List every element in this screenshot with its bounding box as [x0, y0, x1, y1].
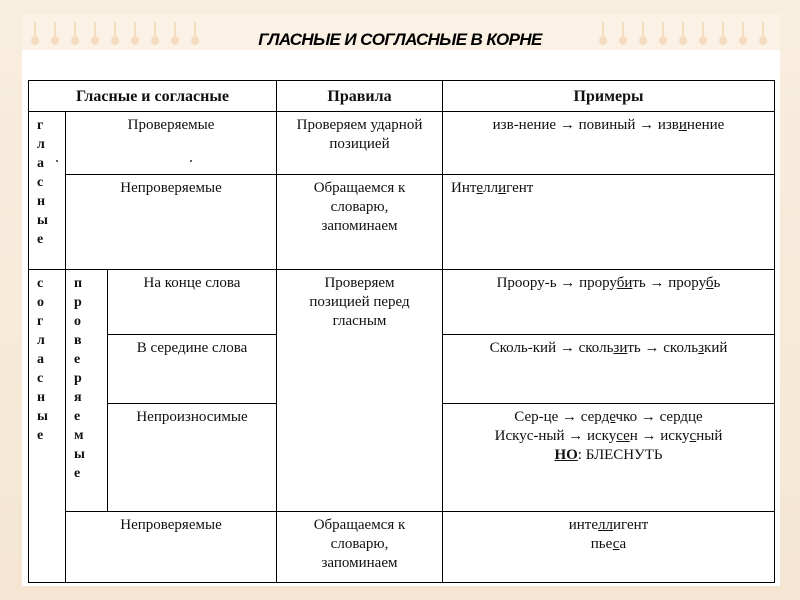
rule-cell: Проверяем ударной позицией: [277, 112, 443, 175]
letter: м: [74, 428, 84, 443]
example-underlined: е: [476, 180, 484, 196]
letter: е: [74, 466, 81, 481]
letter: с: [37, 371, 44, 386]
example-text: Сколь-кий → сколь: [489, 340, 614, 356]
example-text: инте: [568, 517, 599, 533]
example-text: чко → сер: [615, 409, 681, 425]
rule-cell: [277, 175, 443, 270]
example-text: ть → прору: [632, 275, 706, 291]
example-underlined: д: [680, 409, 689, 425]
letter: г: [37, 118, 44, 133]
type-cell: Непроизносимые: [108, 404, 277, 512]
example-underlined: де: [601, 409, 616, 425]
example-text: ь: [713, 275, 721, 291]
letter: е: [74, 409, 81, 424]
example-underlined: и: [678, 117, 687, 133]
rule-line: запоминаем: [321, 218, 398, 234]
rule-line: гласным: [332, 313, 387, 329]
type-cell: Непроверяемые: [66, 175, 277, 270]
example-text: игент: [613, 517, 649, 533]
example-cell: [443, 335, 775, 404]
header-vowels-consonants: Гласные и согласные: [29, 81, 277, 112]
table-header-row: [29, 81, 775, 112]
header-rules: Правила: [277, 81, 443, 112]
table-row-vowels-unchecked: [29, 175, 775, 270]
rule-line: позицией перед: [309, 294, 410, 310]
letter: а: [37, 352, 44, 367]
example-underlined: с: [689, 428, 697, 444]
table-row-consonants-end: [29, 270, 775, 335]
example-underlined: би: [616, 275, 633, 291]
vertical-label-consonants: [29, 270, 66, 583]
example-text: ный: [696, 428, 723, 444]
example-text: а: [619, 536, 627, 552]
example-line: [443, 427, 774, 446]
example-line: [443, 446, 774, 465]
letter: е: [74, 352, 81, 367]
table-row-vowels-checked: [29, 112, 775, 175]
example-underlined: се: [616, 428, 630, 444]
example-text: гент: [506, 180, 534, 196]
page-title: ГЛАСНЫЕ И СОГЛАСНЫЕ В КОРНЕ: [258, 30, 542, 49]
letter: р: [74, 295, 82, 310]
letter: с: [37, 276, 44, 291]
letter: л: [37, 137, 45, 152]
example-cell: [443, 112, 775, 175]
letter: р: [74, 371, 82, 386]
example-text: Инт: [451, 180, 477, 196]
letter: а: [37, 156, 44, 171]
example-underlined: и: [498, 180, 507, 196]
example-text: Искус-ный → иску: [494, 428, 617, 444]
stray-dot: [56, 160, 58, 162]
type-cell: В середине слова: [108, 335, 277, 404]
example-text: це: [688, 409, 703, 425]
letter: ы: [37, 409, 48, 424]
letter: п: [74, 276, 83, 291]
stray-dot: [190, 160, 192, 162]
example-cell: [443, 270, 775, 335]
example-text: Проору-ь → прору: [496, 275, 617, 291]
rule-line: Обращаемся к: [313, 180, 406, 196]
example-text: изв-нение → повиный → изв: [492, 117, 679, 133]
rule-cell: [277, 270, 443, 512]
letter: ы: [74, 447, 85, 462]
example-line: [443, 408, 774, 427]
letter: о: [37, 295, 44, 310]
letter: в: [74, 333, 82, 348]
example-text: Сер-це → сер: [514, 409, 602, 425]
letter: ы: [37, 213, 48, 228]
exception-marker: НО: [554, 447, 578, 463]
table-row-consonants-unchecked: [29, 512, 775, 583]
example-underlined: зи: [613, 340, 628, 356]
letter: с: [37, 175, 44, 190]
example-text: лл: [483, 180, 499, 196]
letter: н: [37, 390, 46, 405]
example-text: ть → сколь: [627, 340, 699, 356]
example-line: [443, 535, 774, 554]
rule-line: Проверяем: [324, 275, 395, 291]
example-text: нение: [686, 117, 725, 133]
example-cell: [443, 175, 775, 270]
rule-line: запоминаем: [321, 555, 398, 571]
type-cell: На конце слова: [108, 270, 277, 335]
rules-table: [28, 80, 775, 583]
example-underlined: б: [705, 275, 714, 291]
example-underlined: з: [698, 340, 705, 356]
letter: я: [74, 390, 82, 405]
letter: е: [37, 232, 44, 247]
example-text: пье: [590, 536, 613, 552]
type-cell: Проверяемые: [66, 112, 277, 175]
letter: о: [74, 314, 81, 329]
rule-line: словарю,: [330, 536, 389, 552]
example-cell: [443, 404, 775, 512]
letter: л: [37, 333, 45, 348]
vertical-label-checked: [66, 270, 108, 512]
rule-line: словарю,: [330, 199, 389, 215]
letter: е: [37, 428, 44, 443]
example-cell: [443, 512, 775, 583]
rule-line: Обращаемся к: [313, 517, 406, 533]
example-text: н → иску: [629, 428, 690, 444]
letter: г: [37, 314, 44, 329]
rule-cell: [277, 512, 443, 583]
example-underlined: с: [612, 536, 620, 552]
example-text: : БЛЕСНУТЬ: [577, 447, 663, 463]
letter: н: [37, 194, 46, 209]
example-text: кий: [704, 340, 728, 356]
vertical-label-vowels: [29, 112, 66, 270]
type-cell: Непроверяемые: [66, 512, 277, 583]
header-examples: Примеры: [443, 81, 775, 112]
example-underlined: лл: [598, 517, 614, 533]
example-line: [443, 516, 774, 535]
